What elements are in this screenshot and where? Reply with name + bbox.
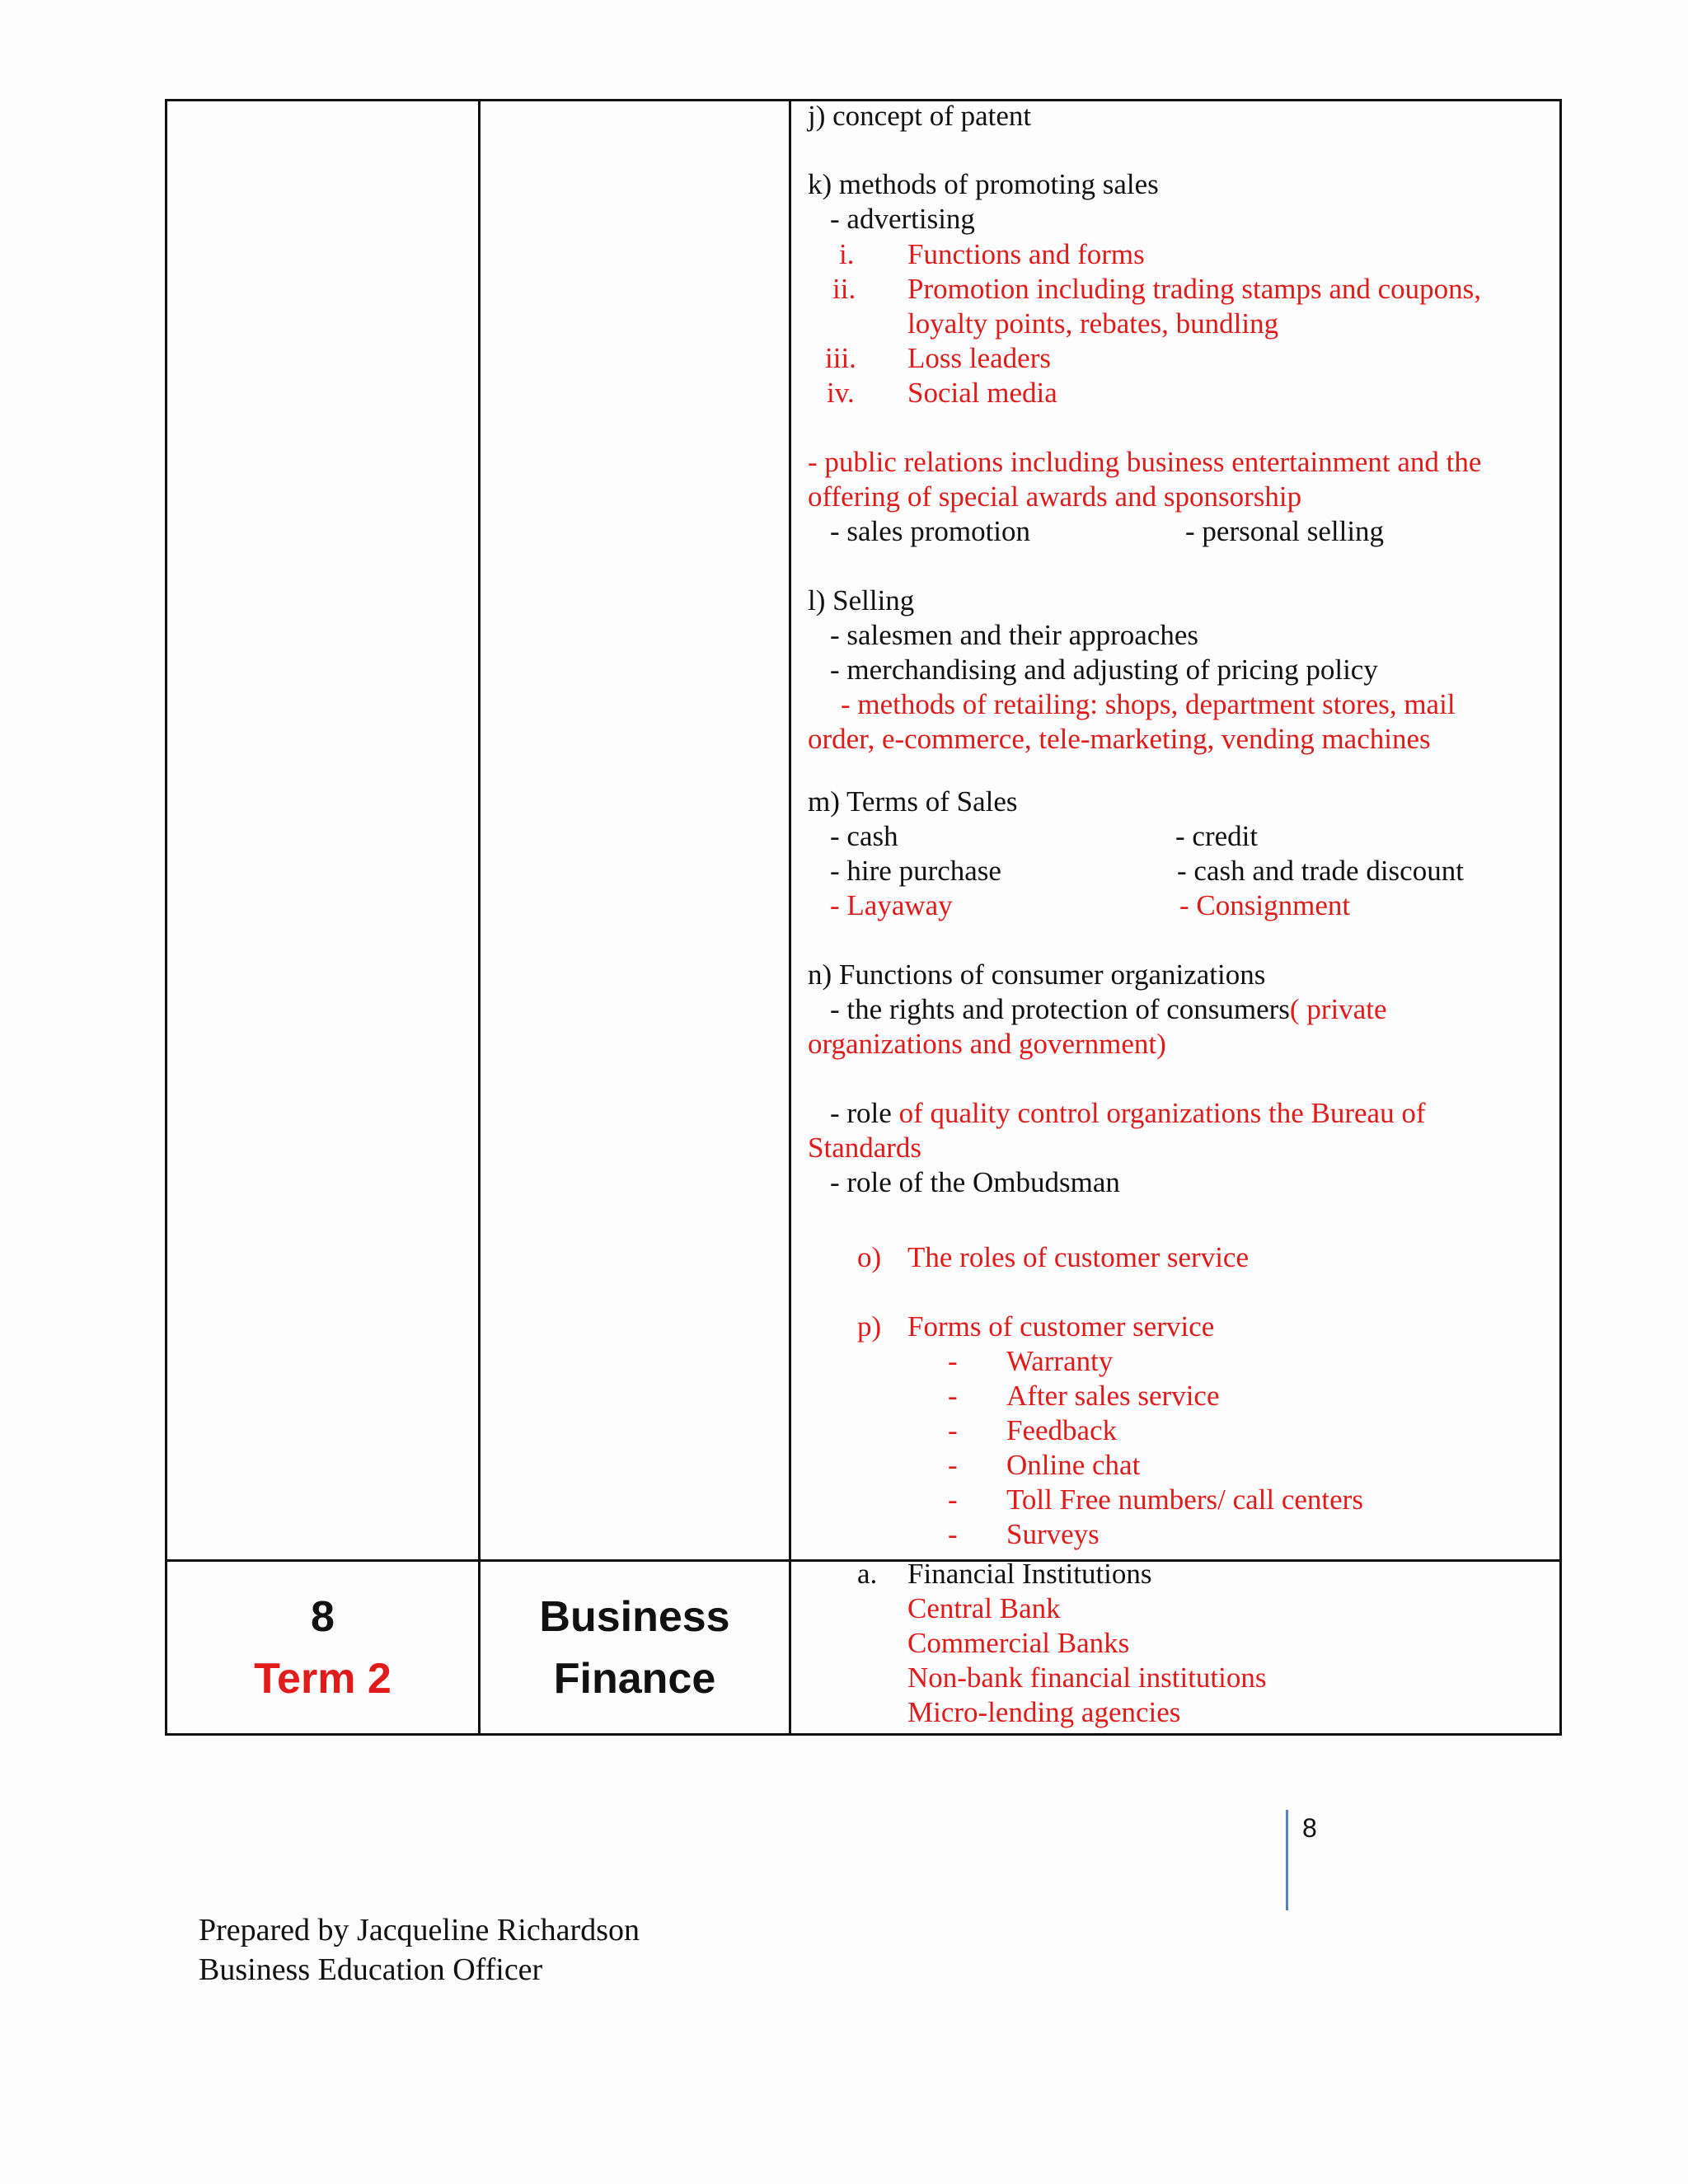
- l-salesmen: - salesmen and their approaches: [830, 619, 1199, 651]
- k-item-text: Social media: [907, 377, 1057, 409]
- table-col-divider-1: [478, 99, 481, 1736]
- n-rights-line-2: organizations and government): [808, 1028, 1166, 1060]
- n-rights-private: ( private: [1289, 993, 1387, 1025]
- p-item: Warranty: [1006, 1345, 1114, 1377]
- m-consignment: - Consignment: [1179, 889, 1351, 921]
- a-item: Commercial Banks: [907, 1627, 1130, 1659]
- l-retailing-line-2: order, e-commerce, tele-marketing, vending machines: [808, 723, 1431, 755]
- personal-selling: - personal selling: [1185, 515, 1385, 547]
- page-number-rule: [1286, 1810, 1288, 1910]
- k-item-number: iii.: [825, 342, 856, 374]
- n-role-line-1: [830, 1096, 1425, 1131]
- m-credit: - credit: [1175, 820, 1259, 852]
- item-j-heading: j) concept of patent: [808, 100, 1032, 132]
- author-role: Business Education Officer: [199, 1952, 543, 1987]
- week-number: 8: [311, 1593, 335, 1641]
- item-a-label: a.: [857, 1558, 878, 1590]
- p-dash: -: [948, 1380, 958, 1412]
- item-a-text: Financial Institutions: [907, 1558, 1152, 1590]
- term-label: Term 2: [254, 1655, 392, 1703]
- m-cash: - cash: [830, 820, 898, 852]
- table-border-right: [1559, 99, 1562, 1736]
- p-dash: -: [948, 1518, 958, 1550]
- p-dash: -: [948, 1345, 958, 1377]
- p-dash: -: [948, 1483, 958, 1516]
- a-item: Micro-lending agencies: [907, 1696, 1181, 1728]
- p-item: Feedback: [1006, 1414, 1118, 1446]
- n-role-text: - role: [830, 1097, 899, 1129]
- item-p-label: p): [857, 1310, 882, 1343]
- item-n-heading: n) Functions of consumer organizations: [808, 958, 1266, 991]
- l-merchandising: - merchandising and adjusting of pricing policy: [830, 654, 1378, 686]
- item-l-heading: l) Selling: [808, 584, 915, 616]
- k-item-text: Promotion including trading stamps and coupons,: [907, 273, 1482, 305]
- item-o-text: The roles of customer service: [907, 1241, 1250, 1273]
- m-layaway: - Layaway: [830, 889, 953, 921]
- p-dash: -: [948, 1449, 958, 1481]
- page-number: 8: [1302, 1813, 1317, 1843]
- item-o-label: o): [857, 1241, 882, 1273]
- item-p-text: Forms of customer service: [907, 1310, 1215, 1343]
- table-border-bottom: [165, 1733, 1562, 1736]
- a-item: Non-bank financial institutions: [907, 1661, 1267, 1694]
- k-item-number: ii.: [832, 273, 856, 305]
- p-item: Online chat: [1006, 1449, 1141, 1481]
- p-item: Toll Free numbers/ call centers: [1006, 1483, 1363, 1516]
- topic-line-1: Business: [539, 1593, 730, 1641]
- a-item: Central Bank: [907, 1592, 1061, 1624]
- m-cash-trade-discount: - cash and trade discount: [1177, 855, 1464, 887]
- l-retailing-line-1: - methods of retailing: shops, department stores, mail: [841, 688, 1456, 720]
- k-item-text: Functions and forms: [907, 238, 1145, 270]
- sales-promotion: - sales promotion: [830, 515, 1031, 547]
- k-item-number: i.: [839, 238, 855, 270]
- n-role-quality: of quality control organizations the Bureau of: [898, 1097, 1426, 1129]
- k-item-number: iv.: [827, 377, 855, 409]
- k-item-text: Loss leaders: [907, 342, 1051, 374]
- m-hire-purchase: - hire purchase: [830, 855, 1001, 887]
- item-k-heading: k) methods of promoting sales: [808, 168, 1159, 200]
- prepared-by: Prepared by Jacqueline Richardson: [199, 1913, 640, 1947]
- n-role-line-2: Standards: [808, 1132, 922, 1164]
- item-k-advertising: - advertising: [830, 203, 975, 235]
- n-rights-text: - the rights and protection of consumers: [830, 993, 1290, 1025]
- public-relations-line-1: - public relations including business entertainment and the: [808, 446, 1482, 478]
- table-col-divider-2: [789, 99, 791, 1736]
- table-border-left: [165, 99, 167, 1736]
- item-m-heading: m) Terms of Sales: [808, 785, 1018, 818]
- n-rights-line-1: [830, 992, 1387, 1027]
- p-dash: -: [948, 1414, 958, 1446]
- p-item: After sales service: [1006, 1380, 1220, 1412]
- n-ombudsman: - role of the Ombudsman: [830, 1166, 1120, 1198]
- topic-line-2: Finance: [553, 1655, 716, 1703]
- p-item: Surveys: [1006, 1518, 1100, 1550]
- public-relations-line-2: offering of special awards and sponsorship: [808, 480, 1302, 513]
- k-item-text: loyalty points, rebates, bundling: [907, 307, 1279, 340]
